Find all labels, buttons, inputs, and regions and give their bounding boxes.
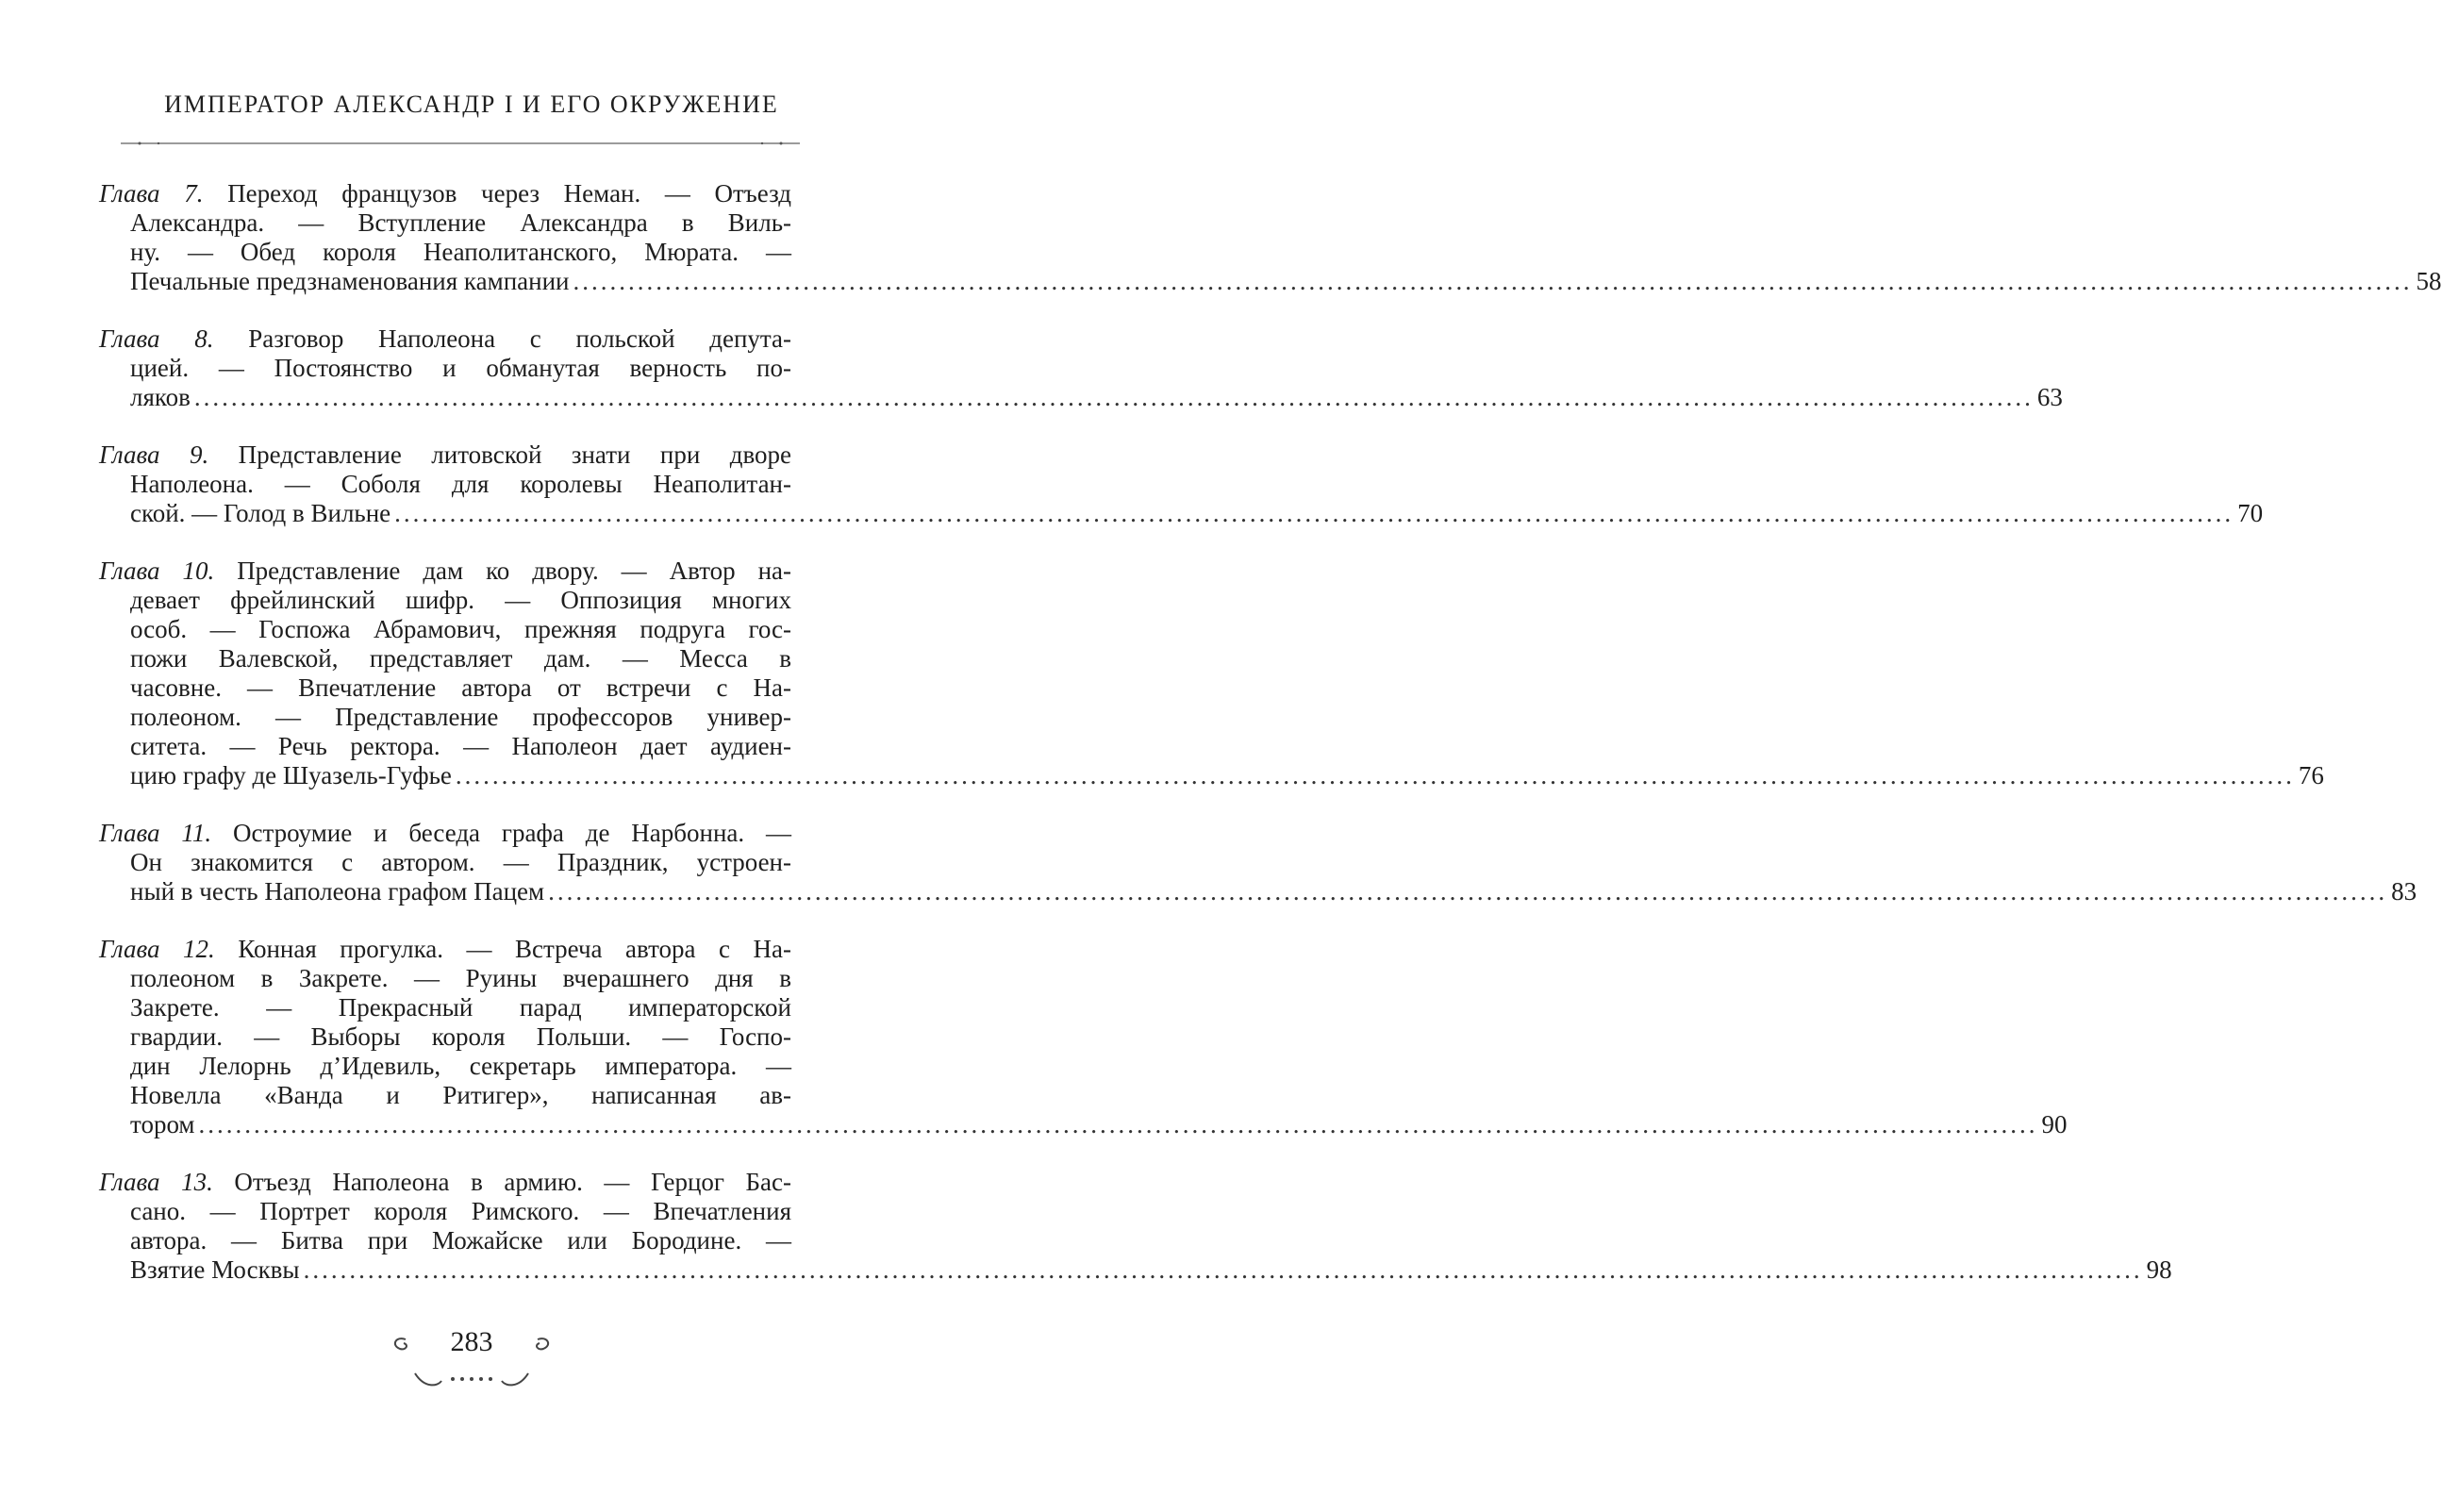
toc-line-text: Представление литовской знати при дворе <box>208 440 791 469</box>
dot-leader: ........................................................................................................................................................................................................ <box>198 1110 2038 1138</box>
toc-line-text: Представление дам ко двору. — Автор на- <box>214 557 791 585</box>
toc-page-number: 76 <box>2298 761 2324 789</box>
toc-entry-line <box>99 615 791 644</box>
toc-entry <box>99 557 2324 790</box>
dot-leader: ........................................................................................................................................................................................................ <box>548 877 2388 906</box>
dot-leader: ........................................................................................................................................................................................................ <box>573 267 2413 295</box>
toc-line-text: Отъезд Наполеона в армию. — Герцог Бас- <box>212 1168 792 1196</box>
toc-entry-line <box>99 324 791 354</box>
chapter-label: Глава 12. <box>99 935 215 963</box>
chapter-label: Глава 11. <box>99 819 212 847</box>
toc-line-text: тором <box>130 1110 195 1138</box>
dot-leader: ........................................................................................................................................................................................................ <box>303 1255 2143 1284</box>
chapter-label: Глава 8. <box>99 324 214 353</box>
toc-entry-line <box>99 703 791 732</box>
toc-line-text: Взятие Москвы <box>130 1255 300 1284</box>
toc-entry-line <box>99 1022 791 1052</box>
chapter-label: Глава 9. <box>99 440 209 469</box>
toc-entry <box>99 324 2063 412</box>
chapter-label: Глава 13. <box>99 1168 213 1196</box>
toc-line-text: цию графу де Шуазель-Гуфье <box>130 761 452 789</box>
dot-leader: ........................................................................................................................................................................................................ <box>193 383 2034 411</box>
toc-line-text: Разговор Наполеона с польской депута- <box>213 324 791 353</box>
toc-entry-line <box>99 935 791 964</box>
toc-page-number: 70 <box>2237 499 2264 527</box>
toc-line-text: цией. — Постоянство и обманутая верность по- <box>130 354 791 382</box>
toc-entry <box>99 1168 2172 1285</box>
toc-entry-last-line <box>99 267 2442 296</box>
chapter-label: Глава 7. <box>99 179 204 208</box>
toc-line-text: девает фрейлинский шифр. — Оппозиция многих <box>130 586 791 614</box>
toc-entry-last-line <box>99 1255 2172 1285</box>
toc-entry-last-line <box>99 761 2324 790</box>
toc-line-text: ну. — Обед короля Неаполитанского, Мюрата. — <box>130 238 791 266</box>
toc-entry-line <box>99 440 791 470</box>
toc-entry-line <box>99 586 791 615</box>
table-of-contents <box>99 179 2442 1313</box>
toc-page-number: 98 <box>2146 1255 2172 1284</box>
toc-line-text: гвардии. — Выборы короля Польши. — Госпо- <box>130 1022 791 1051</box>
toc-line-text: ситета. — Речь ректора. — Наполеон дает аудиен- <box>130 732 791 760</box>
chapter-label: Глава 10. <box>99 557 215 585</box>
toc-entry <box>99 819 2417 906</box>
toc-entry-line <box>99 354 791 383</box>
toc-entry-last-line <box>99 499 2264 528</box>
toc-line-text: Новелла «Ванда и Ритигер», написанная ав- <box>130 1081 791 1109</box>
page-number: 283 <box>450 1326 493 1357</box>
toc-entry-line <box>99 1081 791 1110</box>
toc-entry-line <box>99 208 791 238</box>
toc-line-text: Закрете. — Прекрасный парад императорской <box>130 993 791 1022</box>
toc-line-text: Остроумие и беседа графа де Нарбонна. — <box>211 819 791 847</box>
toc-line-text: Александра. — Вступление Александра в Виль- <box>130 208 791 237</box>
toc-line-text: дин Лелорнь д’Идевиль, секретарь императора. — <box>130 1052 791 1080</box>
toc-line-text: Печальные предзнаменования кампании <box>130 267 570 295</box>
toc-entry-line <box>99 644 791 673</box>
dot-leader: ........................................................................................................................................................................................................ <box>455 761 2295 789</box>
toc-page-number: 63 <box>2036 383 2063 411</box>
toc-page-number: 90 <box>2041 1110 2068 1138</box>
toc-entry-line <box>99 819 791 848</box>
toc-entry <box>99 935 2068 1139</box>
dot-leader: ........................................................................................................................................................................................................ <box>394 499 2234 527</box>
toc-entry-last-line <box>99 877 2417 906</box>
toc-entry-line <box>99 964 791 993</box>
toc-line-text: часовне. — Впечатление автора от встречи с На- <box>130 673 791 702</box>
toc-line-text: Наполеона. — Соболя для королевы Неаполитан- <box>130 470 791 498</box>
toc-line-text: автора. — Битва при Можайске или Бородине. — <box>130 1226 791 1254</box>
toc-page-number: 83 <box>2391 877 2417 906</box>
running-header: ИМПЕРАТОР АЛЕКСАНДР I И ЕГО ОКРУЖЕНИЕ <box>164 91 779 118</box>
toc-page-number: 58 <box>2416 267 2442 295</box>
toc-entry-line <box>99 732 791 761</box>
toc-entry-line <box>99 848 791 877</box>
toc-line-text: пожи Валевской, представляет дам. — Месса в <box>130 644 791 673</box>
toc-entry <box>99 440 2264 528</box>
toc-line-text: полеоном. — Представление профессоров универ- <box>130 703 791 731</box>
toc-entry <box>99 179 2442 296</box>
toc-line-text: сано. — Портрет короля Римского. — Впечатления <box>130 1197 791 1225</box>
toc-line-text: особ. — Госпожа Абрамович, прежняя подруга гос- <box>130 615 791 643</box>
toc-entry-line <box>99 238 791 267</box>
toc-entry-line <box>99 557 791 586</box>
toc-entry-line <box>99 993 791 1022</box>
toc-line-text: полеоном в Закрете. — Руины вчерашнего дня в <box>130 964 791 992</box>
toc-entry-line <box>99 1052 791 1081</box>
toc-entry-line <box>99 1168 791 1197</box>
toc-line-text: ляков <box>130 383 191 411</box>
header-ornament-rule <box>121 141 800 145</box>
toc-line-text: Переход французов через Неман. — Отъезд <box>203 179 792 208</box>
toc-line-text: ный в честь Наполеона графом Пацем <box>130 877 545 906</box>
toc-line-text: ской. — Голод в Вильне <box>130 499 391 527</box>
toc-entry-last-line <box>99 1110 2068 1139</box>
toc-line-text: Он знакомится с автором. — Праздник, устроен- <box>130 848 791 876</box>
toc-line-text: Конная прогулка. — Встреча автора с На- <box>214 935 791 963</box>
toc-entry-line <box>99 179 791 208</box>
page-footer <box>377 1319 566 1404</box>
toc-entry-last-line <box>99 383 2063 412</box>
toc-entry-line <box>99 1226 791 1255</box>
toc-entry-line <box>99 673 791 703</box>
toc-entry-line <box>99 1197 791 1226</box>
toc-entry-line <box>99 470 791 499</box>
